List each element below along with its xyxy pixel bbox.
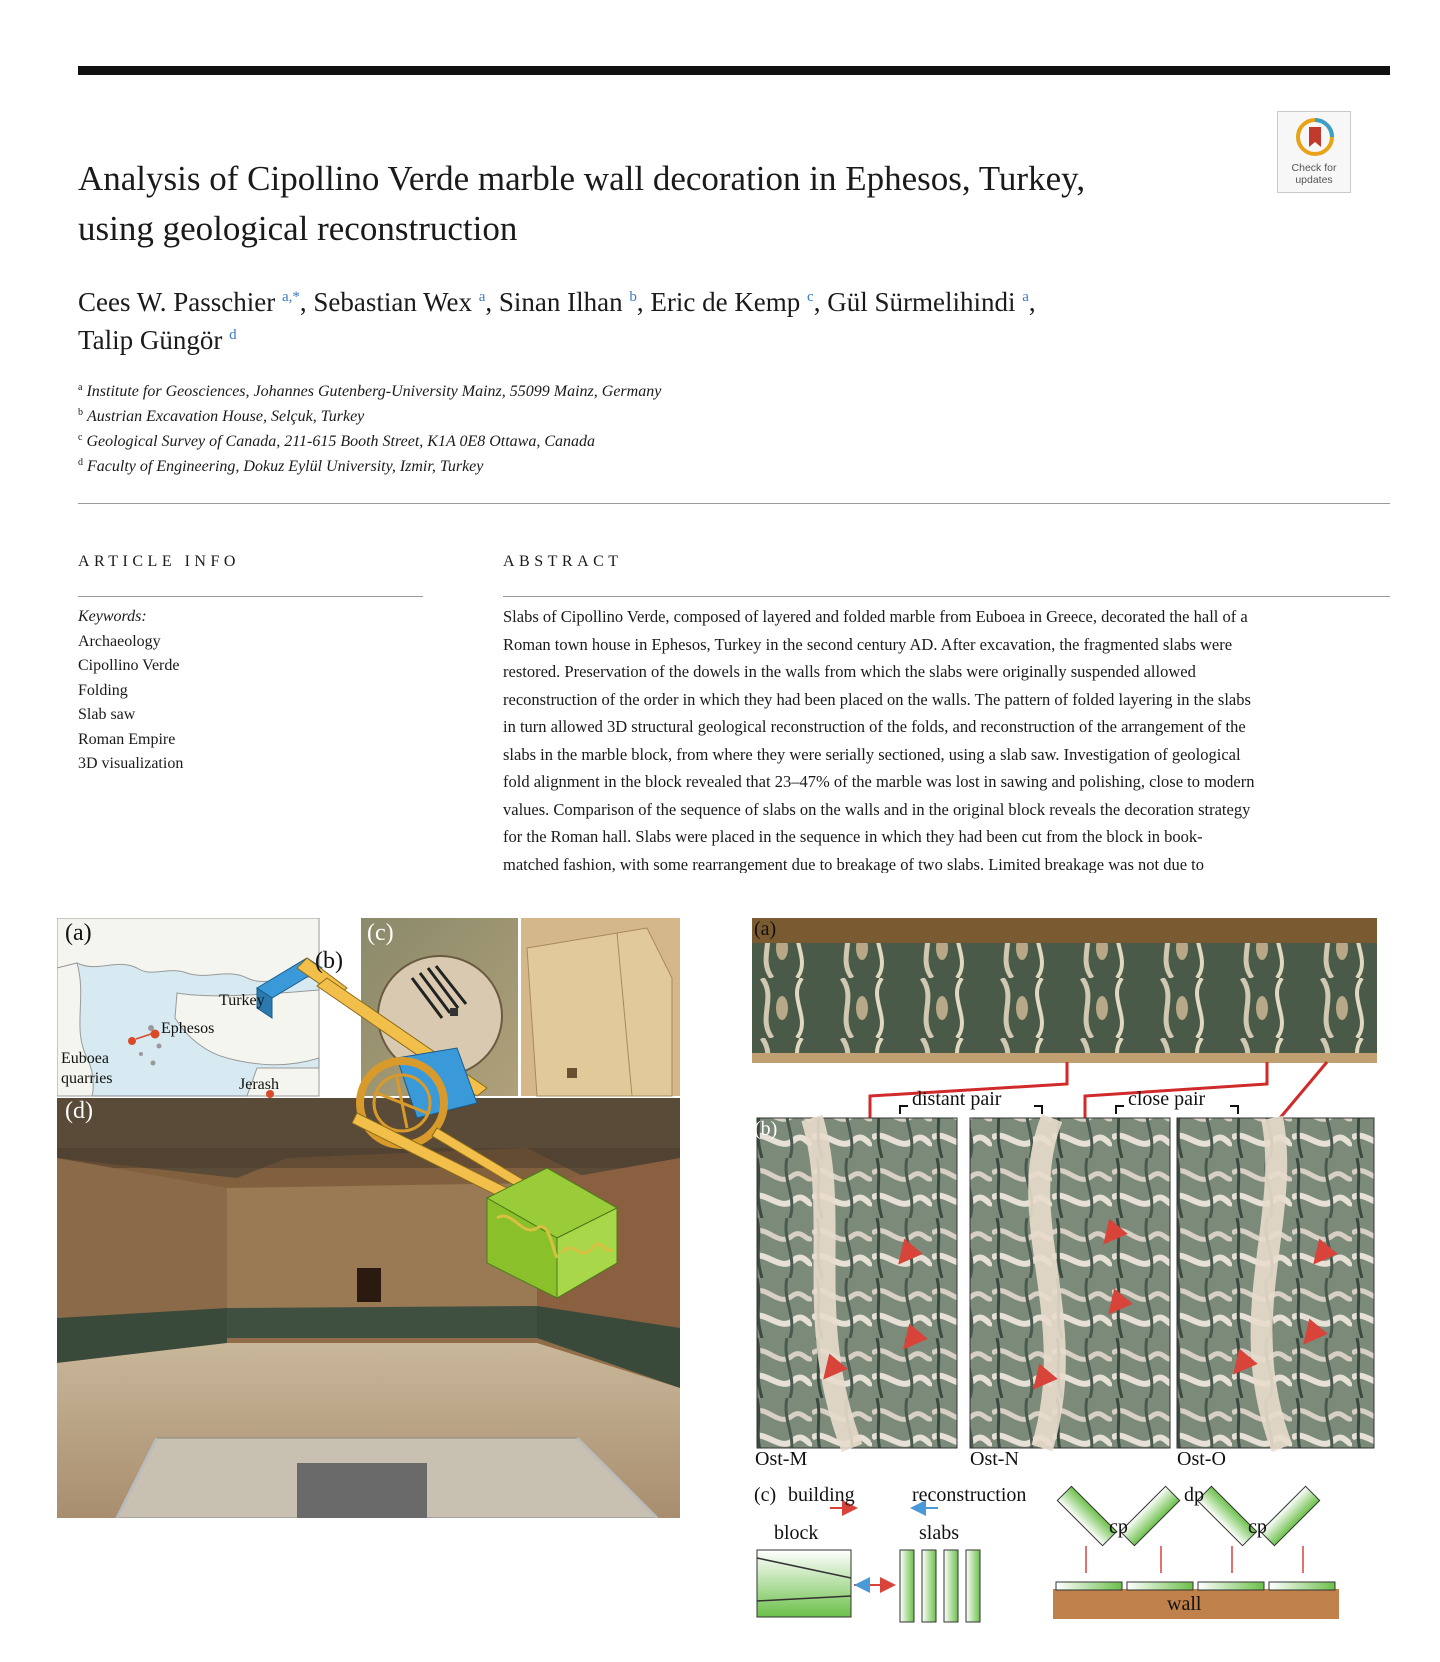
cp-label: cp [1248, 1516, 1267, 1538]
author[interactable]: Talip Güngör $^d$ [78, 325, 237, 355]
article-info-heading: ARTICLE INFO [78, 553, 240, 570]
crossmark-icon [1296, 118, 1334, 156]
abstract-divider [503, 596, 1390, 597]
slab-label: Ost-M [755, 1448, 808, 1470]
slabs-label: slabs [919, 1522, 959, 1544]
keyword: Cipollino Verde [78, 657, 180, 674]
keyword: Archaeology [78, 632, 161, 650]
affiliations [78, 379, 1278, 479]
keywords-label: Keywords: [78, 608, 147, 625]
author[interactable]: Sebastian Wex $^a$ [313, 287, 486, 317]
building-label: building [788, 1484, 855, 1506]
close-pair-label: close pair [1128, 1088, 1206, 1110]
wall-strip-photo [752, 918, 1377, 1063]
keywords [78, 605, 418, 777]
affiliation: $^d$ Faculty of Engineering, Dokuz Eylül University, Izmir, Turkey [78, 456, 484, 475]
panel-label-c: (c) [754, 1484, 777, 1506]
block-label: block [774, 1522, 819, 1544]
author[interactable]: Gül Sürmelihindi $^a$ [827, 287, 1029, 317]
map-label-euboea: Euboea [61, 1050, 109, 1067]
abstract-body: Slabs of Cipollino Verde, composed of layered and folded marble from Euboea in Greece, decorated the hall of a Roman town house in Ephesos, Turkey in the second century AD. After excavation, the fragmented slabs were restored. Preservation of the dowels in the walls from which the slabs were originally suspended allowed reconstruction of the order in which they had been placed on the walls. The pattern of folded layering in the slabs in turn allowed 3D structural geological reconstruction of the folds, and reconstruction of the arrangement of the slabs in the marble block, from where they were serially sectioned, using a slab saw. Investigation of geological fold alignment in the block revealed that 23–47% of the marble was lost in sawing and polishing, close to modern values. Comparison of the sequence of slabs on the walls and in the original block reveals the decoration strategy for the Roman hall. Slabs were placed in the sequence in which they had been cut from the block in book- matched fashion, with some rearrangement due to breakage of two slabs. Limited breakage was not due to [503, 607, 1255, 873]
panel-label-d: (d) [65, 1098, 93, 1124]
map-label-turkey: Turkey [219, 992, 265, 1009]
panel-label-a: (a) [65, 920, 92, 946]
slab-photos [757, 1118, 1374, 1448]
slab-label: Ost-O [1177, 1448, 1226, 1470]
keyword: Folding [78, 681, 128, 699]
affiliation: $^b$ Austrian Excavation House, Selçuk, Turkey [78, 406, 365, 425]
map-label-quarries: quarries [61, 1070, 113, 1087]
panel-label-b: (b) [315, 948, 343, 974]
dp-label: dp [1184, 1484, 1204, 1506]
panel-label-a: (a) [754, 918, 777, 940]
keyword: 3D visualization [78, 755, 184, 772]
map-label-jerash: Jerash [239, 1076, 279, 1093]
keyword: Roman Empire [78, 730, 176, 748]
crossmark-label: Check for updates [1291, 162, 1337, 186]
figure-slab-reconstruction [752, 918, 1377, 1634]
euboea-marker [128, 1037, 136, 1045]
article-info-divider [78, 596, 423, 597]
keyword: Slab saw [78, 706, 136, 723]
author[interactable]: Eric de Kemp $^c$ [650, 287, 814, 317]
check-for-updates-badge[interactable] [1277, 111, 1351, 193]
figure-ephesos-overview [57, 918, 680, 1518]
cp-label: cp [1109, 1516, 1128, 1538]
header-divider [78, 503, 1390, 504]
abstract-heading: ABSTRACT [503, 553, 623, 570]
reconstruction-label: reconstruction [912, 1484, 1027, 1506]
ephesos-marker [151, 1030, 160, 1039]
affiliation: $^c$ Geological Survey of Canada, 211-615 Booth Street, K1A 0E8 Ottawa, Canada [78, 431, 595, 450]
affiliation: $^a$ Institute for Geosciences, Johannes Gutenberg-University Mainz, 55099 Mainz, Germany [78, 381, 662, 400]
top-rule [78, 66, 1390, 75]
article-title: Analysis of Cipollino Verde marble wall decoration in Ephesos, Turkey, using geological reconstruction [78, 159, 1086, 248]
slab-label: Ost-N [970, 1448, 1019, 1470]
distant-pair-label: distant pair [912, 1088, 1002, 1110]
figure-slab-graphics [752, 918, 1377, 1634]
panel-label-c: (c) [367, 920, 394, 946]
author[interactable]: Sinan Ilhan $^b$ [498, 287, 637, 317]
panel-label-b: (b) [754, 1118, 778, 1140]
author[interactable]: Cees W. Passchier $^{a,*}$ [78, 287, 300, 317]
figure-ephesos-graphics [57, 918, 680, 1518]
map-label-ephesos: Ephesos [161, 1020, 215, 1037]
room-photo [57, 1098, 680, 1518]
wall-label: wall [1167, 1593, 1202, 1615]
author-list: Cees W. Passchier $^{a,*}$, Sebastian Wex $^a$, Sinan Ilhan $^b$, Eric de Kemp $^c$, Gül Sürmelihindi $^a$, Talip Güngör $^d$ [78, 287, 1036, 355]
